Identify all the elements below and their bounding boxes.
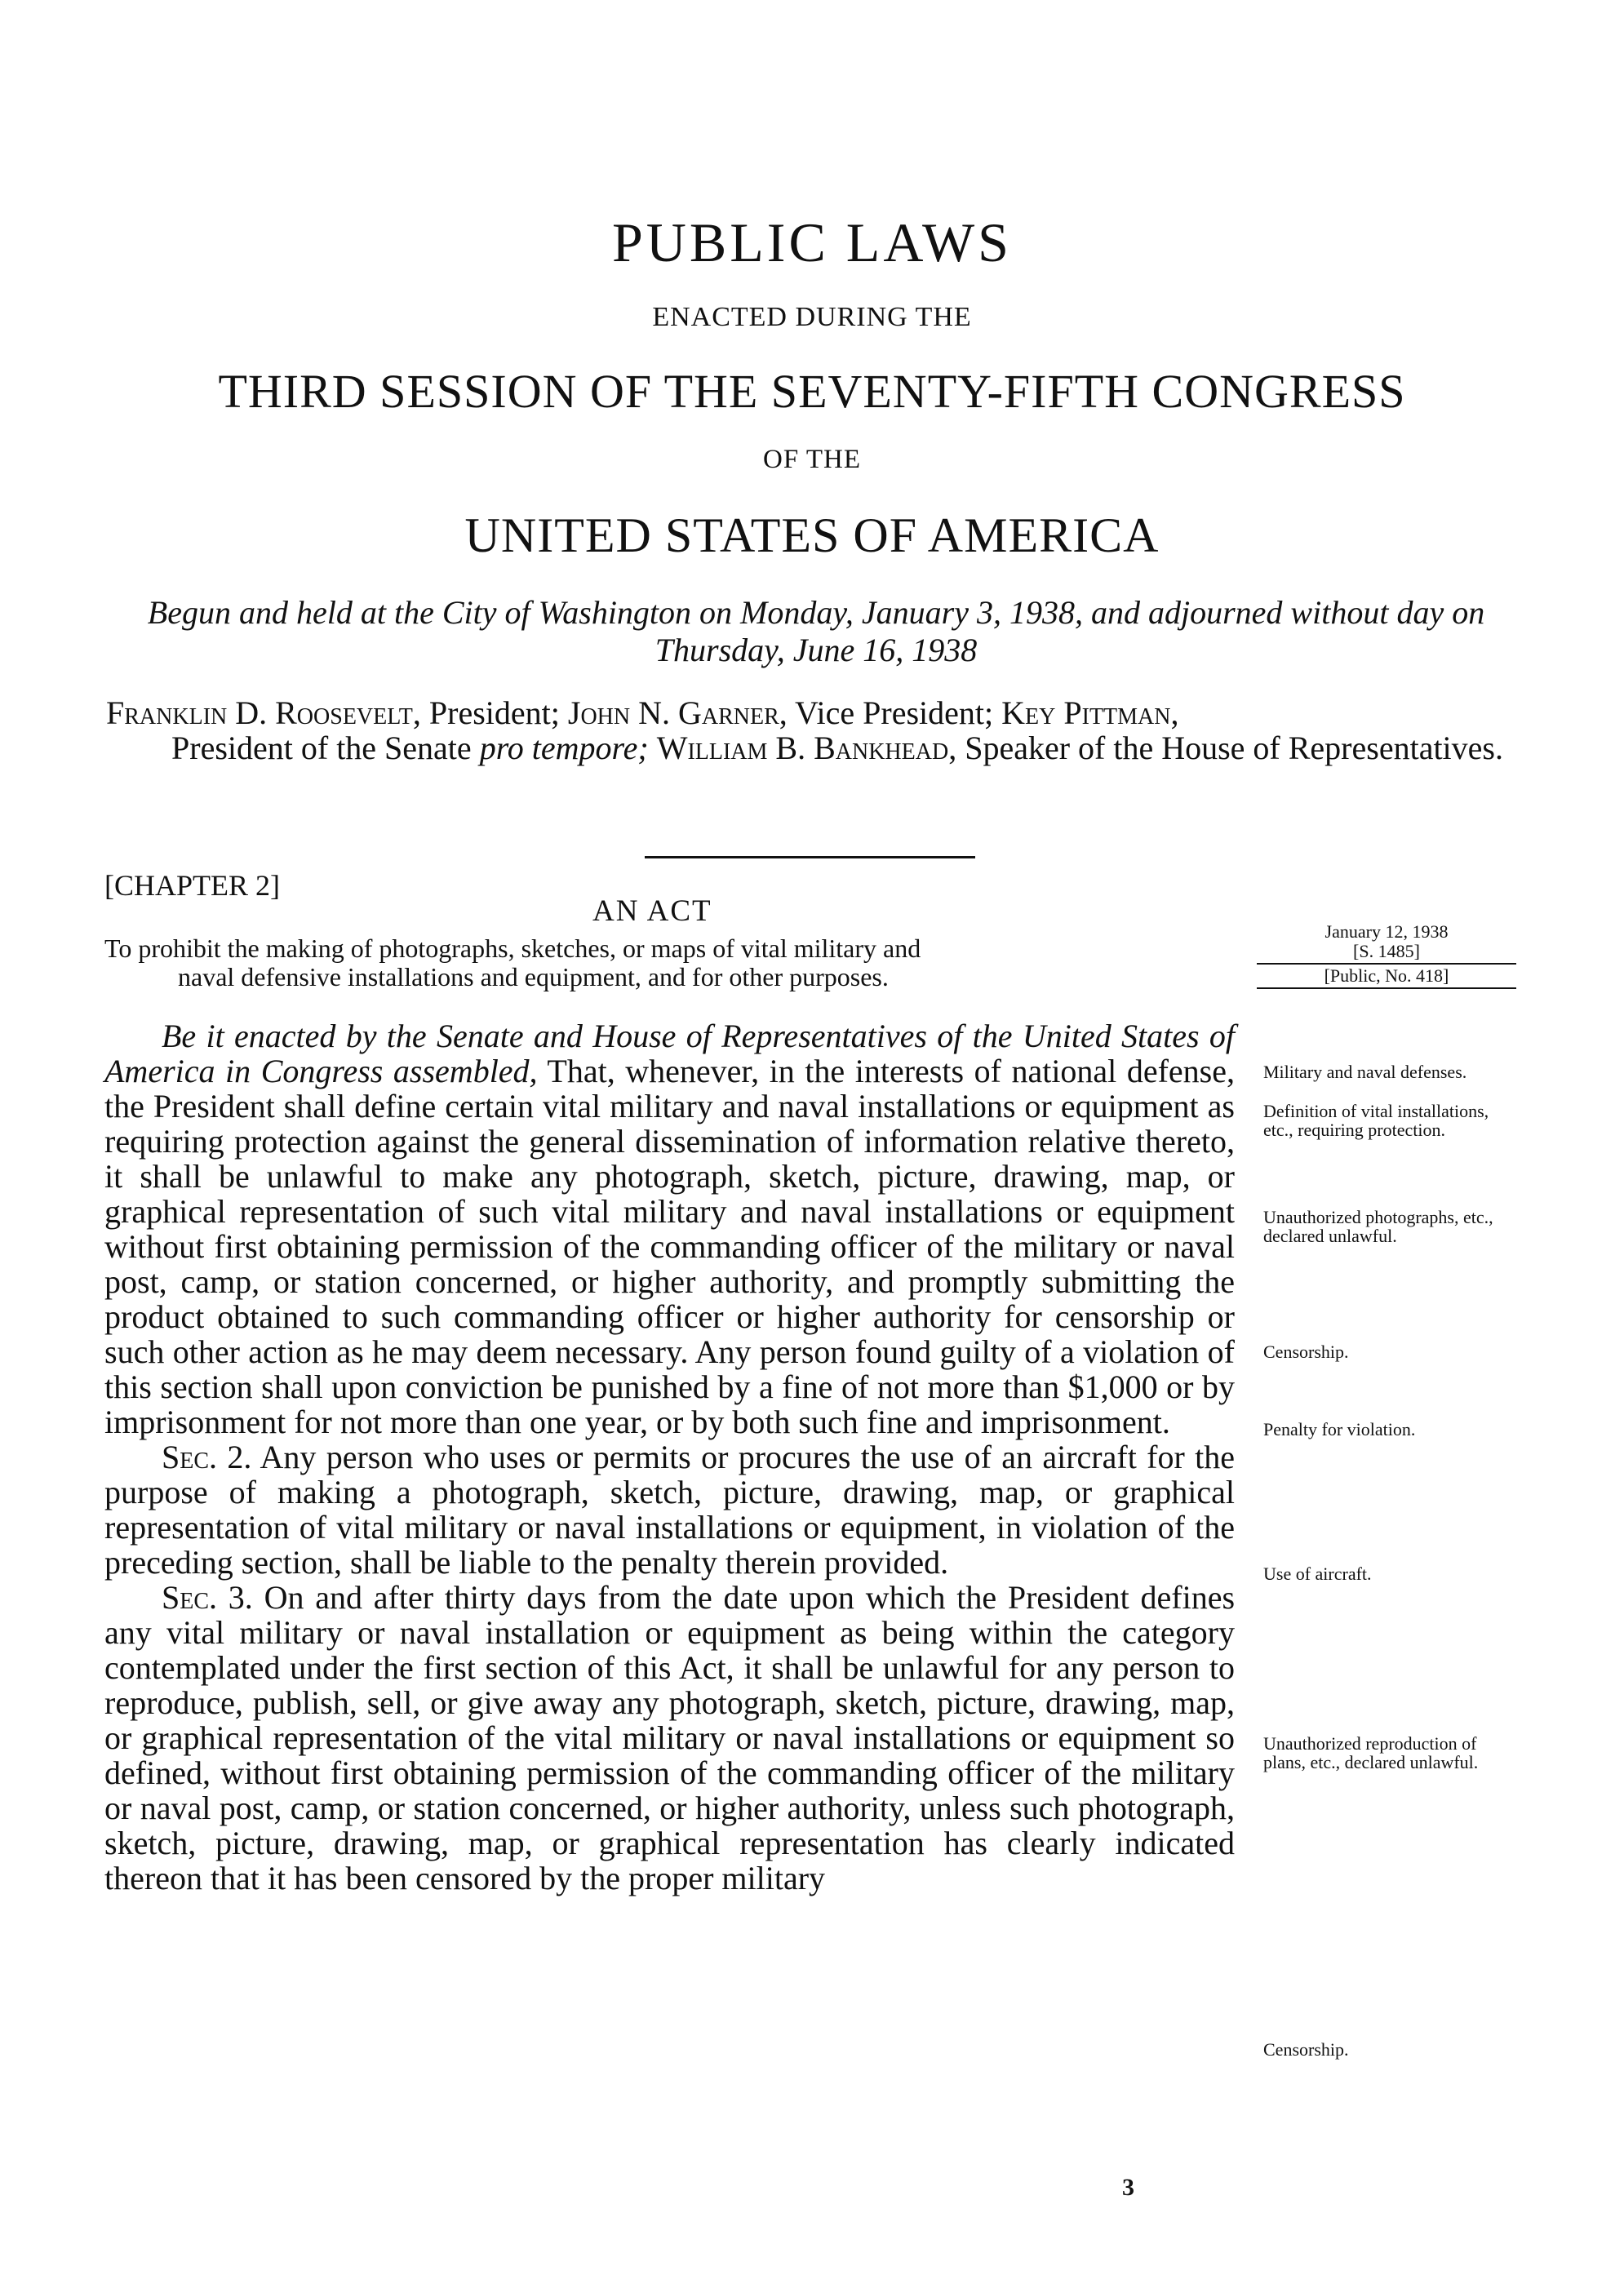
officer-speaker: William B. Bankhead	[656, 730, 949, 766]
page-title: PUBLIC LAWS	[611, 211, 1013, 273]
purpose-line-1: To prohibit the making of photographs, sketches, or maps of vital military and	[104, 934, 921, 963]
date-block-rule	[1257, 987, 1516, 989]
margin-note-censorship: Censorship.	[1263, 1342, 1349, 1362]
act-title: AN ACT	[592, 894, 712, 928]
date-block	[1257, 922, 1516, 991]
senate-bill-number: [S. 1485]	[1353, 941, 1420, 961]
section-2	[104, 1439, 1235, 1580]
margin-note-censorship: Censorship.	[1263, 2039, 1349, 2060]
officer-president-pro-tempore: Key Pittman	[1001, 694, 1171, 731]
enacted-line: ENACTED DURING THE	[652, 302, 972, 332]
margin-note-penalty: Penalty for violation.	[1263, 1419, 1416, 1439]
country-line: UNITED STATES OF AMERICA	[464, 508, 1160, 562]
section-1-text: That, whenever, in the interests of national defense, the President shall define certain vital military and naval installations or equipment as requiring protection against the general dissemination of information relative thereto, it shall be unlawful to make any photograph, sketch, picture, drawing, map, or graphical representation of such vital military and naval installations or equipment without first obtaining permission of the commanding officer of the military or naval post, camp, or station concerned, or higher authority, and promptly submitting the product obtained to such commanding officer or higher authority for censorship or such other action as he may deem necessary. Any person found guilty of a violation of this section shall upon conviction be punished by a fine of not more than $1,000 or by imprisonment for not more than one year, or by both such fine and imprisonment.	[104, 1053, 1235, 1440]
section-2-label: Sec. 2.	[162, 1439, 252, 1475]
section-3-text: On and after thirty days from the date upon which the President defines any vital military or naval installation or equipment as being within the category contemplated under the first section of this Act, it shall be unlawful for any person to reproduce, publish, sell, or give away any photograph, sketch, picture, drawing, map, or graphical representation of the vital military or naval installations or equipment so defined, without first obtaining permission of the commanding officer of the military or naval post, camp, or station concerned, or higher authority, unless such photograph, sketch, picture, drawing, map, or graphical representation has clearly indicated thereon that it has been censored by the proper military	[104, 1579, 1236, 1896]
margin-note-use-of-aircraft: Use of aircraft.	[1263, 1564, 1372, 1584]
margin-note-definition: Definition of vital installations, etc., requiring protection.	[1263, 1101, 1489, 1140]
officers-paragraph	[106, 695, 1510, 765]
section-3-label: Sec. 3.	[162, 1579, 253, 1616]
of-the-line: OF THE	[763, 445, 861, 474]
act-purpose	[104, 934, 1235, 991]
officer-text: , Vice President;	[779, 694, 1002, 731]
section-3	[104, 1580, 1235, 1896]
chapter-label: [CHAPTER 2]	[104, 869, 280, 902]
margin-note-unauthorized-reproduction: Unauthorized reproduction of plans, etc., declared unlawful.	[1263, 1733, 1479, 1772]
officer-text: pro tempore;	[479, 730, 649, 766]
purpose-line-2: naval defensive installations and equipment, and for other purposes.	[178, 962, 889, 991]
officer-text: President of the Senate	[171, 730, 480, 766]
enacting-clause: Be it enacted by the Senate and House of Representatives of the United States of America in Congress assembled,	[104, 1018, 1235, 1089]
section-2-text: Any person who uses or permits or procures the use of an aircraft for the purpose of making a photograph, sketch, picture, drawing, map, or graphical representation of vital military or naval installations or equipment, in violation of the preceding section, shall be liable to the penalty therein provided.	[104, 1439, 1235, 1581]
margin-note-military-defenses: Military and naval defenses.	[1263, 1062, 1467, 1082]
act-body	[104, 1018, 1235, 1896]
date-block-rule	[1257, 963, 1516, 965]
divider-rule	[645, 856, 975, 858]
session-line: THIRD SESSION OF THE SEVENTY-FIFTH CONGRESS	[218, 365, 1406, 418]
session-dates: Begun and held at the City of Washington on Monday, January 3, 1938, and adjourned without day on Thursday, June 16, 1938	[147, 594, 1485, 668]
margin-note-unauthorized-photographs: Unauthorized photographs, etc., declared unlawful.	[1263, 1207, 1493, 1246]
officer-vice-president: John N. Garner	[567, 694, 779, 731]
page-number: 3	[1122, 2174, 1134, 2201]
officer-text: , President;	[412, 694, 568, 731]
act-date: January 12, 1938	[1324, 921, 1449, 942]
officer-text: ,	[1170, 694, 1179, 731]
officer-president: Franklin D. Roosevelt	[106, 694, 413, 731]
public-law-number: [Public, No. 418]	[1324, 965, 1449, 986]
section-1	[104, 1018, 1235, 1439]
officer-text: , Speaker of the House of Representatives.	[948, 730, 1503, 766]
